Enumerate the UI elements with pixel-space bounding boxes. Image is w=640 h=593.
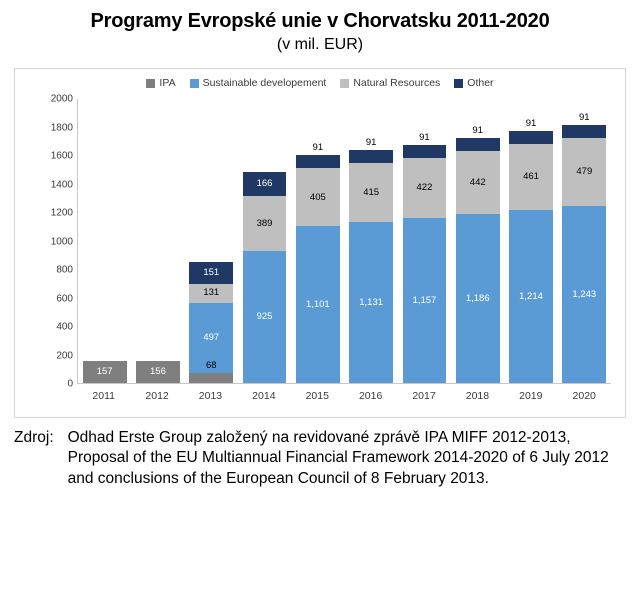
y-axis-tick: 200 (56, 350, 73, 361)
x-axis-tick: 2012 (145, 390, 169, 402)
x-axis-tick: 2019 (519, 390, 543, 402)
bar-value-label: 1,101 (305, 298, 330, 310)
bar-value-label: 925 (256, 311, 273, 323)
bar-value-label: 91 (365, 136, 377, 148)
bar-value-label: 1,186 (465, 292, 490, 304)
y-axis-tick: 1400 (50, 179, 73, 190)
page-subtitle: (v mil. EUR) (276, 36, 364, 53)
legend-label: IPA (159, 77, 176, 89)
bar-segment[interactable] (456, 125, 500, 151)
y-axis-tick: 0 (67, 378, 73, 390)
bar-value-label: 497 (203, 332, 220, 344)
bar-segment[interactable] (83, 361, 127, 383)
y-axis-tick: 600 (56, 293, 73, 304)
bar-segment[interactable] (296, 226, 340, 383)
bar-value-label: 91 (525, 118, 537, 130)
chart-legend (15, 77, 625, 89)
x-axis-tick: 2018 (465, 390, 490, 402)
y-axis-tick: 2000 (50, 93, 73, 105)
bar-value-label: 389 (256, 217, 273, 229)
legend-label: Natural Resources (353, 77, 441, 89)
legend-swatch-icon (340, 79, 349, 88)
bar-column[interactable] (136, 99, 180, 383)
bar-column[interactable] (243, 99, 287, 383)
source-text: Odhad Erste Group založený na revidované zprávě IPA MIFF 2012-2013, Proposal of the EU Multiannual Financial Framework 2014-2020 of 6 July 2012 and conclusions of the European Council of 8 February 2013. (67, 429, 609, 487)
x-axis-tick: 2013 (198, 390, 223, 402)
y-axis-tick: 400 (56, 321, 73, 333)
bar-group (78, 99, 611, 383)
bar-segment[interactable] (562, 138, 606, 206)
bar-value-label: 151 (203, 267, 220, 279)
y-axis-tick: 800 (56, 264, 73, 276)
bar-value-label: 156 (150, 366, 166, 378)
bar-value-label: 1,243 (572, 288, 597, 300)
legend-label: Other (467, 77, 494, 89)
bar-segment[interactable] (136, 361, 180, 383)
bar-segment[interactable] (403, 132, 447, 158)
legend-swatch-icon (454, 79, 463, 88)
legend-item (190, 77, 327, 89)
bar-column[interactable] (562, 99, 606, 383)
bar-segment[interactable] (562, 111, 606, 138)
bar-value-label: 131 (203, 287, 220, 299)
bar-value-label: 91 (472, 125, 483, 137)
y-axis-tick: 1600 (50, 150, 73, 162)
bar-value-label: 91 (312, 142, 324, 154)
legend-item (340, 77, 440, 89)
bar-segment[interactable] (509, 144, 553, 210)
bar-column[interactable] (349, 99, 393, 383)
bar-segment[interactable] (403, 158, 447, 218)
bar-value-label: 166 (256, 178, 273, 190)
legend-label: Sustainable developement (202, 77, 327, 89)
bar-column[interactable] (83, 99, 127, 383)
x-axis-tick: 2011 (92, 390, 115, 402)
bar-value-label: 1,214 (519, 290, 543, 302)
bar-value-label: 479 (576, 166, 593, 177)
x-axis-tick: 2014 (252, 390, 276, 402)
bar-segment[interactable] (562, 206, 606, 383)
bar-column[interactable] (509, 99, 553, 383)
legend-item (454, 77, 493, 89)
y-axis-tick: 1200 (50, 207, 73, 219)
bar-value-label: 461 (523, 171, 539, 183)
bar-segment[interactable] (189, 360, 233, 383)
bar-segment[interactable] (509, 210, 553, 383)
bar-segment[interactable] (296, 142, 340, 168)
chart-container (14, 68, 626, 418)
x-axis-tick: 2016 (358, 390, 383, 402)
y-axis-tick: 1000 (50, 236, 73, 247)
bar-value-label: 1,131 (359, 296, 384, 308)
bar-segment[interactable] (189, 262, 233, 284)
legend-item (146, 77, 175, 89)
bar-value-label: 1,157 (412, 294, 437, 306)
source-label: Zdroj: (14, 429, 54, 446)
bar-segment[interactable] (349, 222, 393, 383)
bar-segment[interactable] (403, 218, 447, 383)
bar-segment[interactable] (243, 196, 287, 251)
bar-segment[interactable] (243, 172, 287, 196)
bar-column[interactable] (189, 99, 233, 383)
x-axis (77, 386, 611, 406)
page-title: Programy Evropské unie v Chorvatsku 2011-2020 (90, 10, 550, 32)
legend-swatch-icon (190, 79, 199, 88)
bar-segment[interactable] (456, 151, 500, 214)
bar-segment[interactable] (349, 136, 393, 163)
bar-value-label: 442 (469, 176, 486, 188)
bar-segment[interactable] (456, 214, 500, 383)
bar-column[interactable] (296, 99, 340, 383)
bar-value-label: 422 (416, 182, 433, 194)
bar-value-label: 91 (579, 111, 590, 123)
legend-swatch-icon (146, 79, 155, 88)
plot-area (15, 93, 625, 417)
source-note (14, 428, 626, 489)
x-axis-tick: 2017 (412, 390, 436, 402)
bar-segment[interactable] (189, 284, 233, 303)
bar-column[interactable] (456, 99, 500, 383)
bar-value-label: 68 (205, 360, 217, 372)
bar-value-label: 91 (419, 132, 430, 144)
plot-bars-region (77, 99, 611, 384)
bar-segment[interactable] (349, 163, 393, 222)
bar-segment[interactable] (509, 118, 553, 144)
bar-value-label: 157 (96, 366, 113, 378)
bar-segment[interactable] (296, 168, 340, 226)
bar-value-label: 415 (363, 186, 380, 198)
bar-value-label: 405 (309, 191, 326, 203)
bar-segment[interactable] (243, 251, 287, 383)
bar-column[interactable] (403, 99, 447, 383)
x-axis-tick: 2020 (572, 390, 596, 402)
y-axis (33, 93, 73, 390)
y-axis-tick: 1800 (50, 122, 73, 133)
x-axis-tick: 2015 (305, 390, 329, 402)
